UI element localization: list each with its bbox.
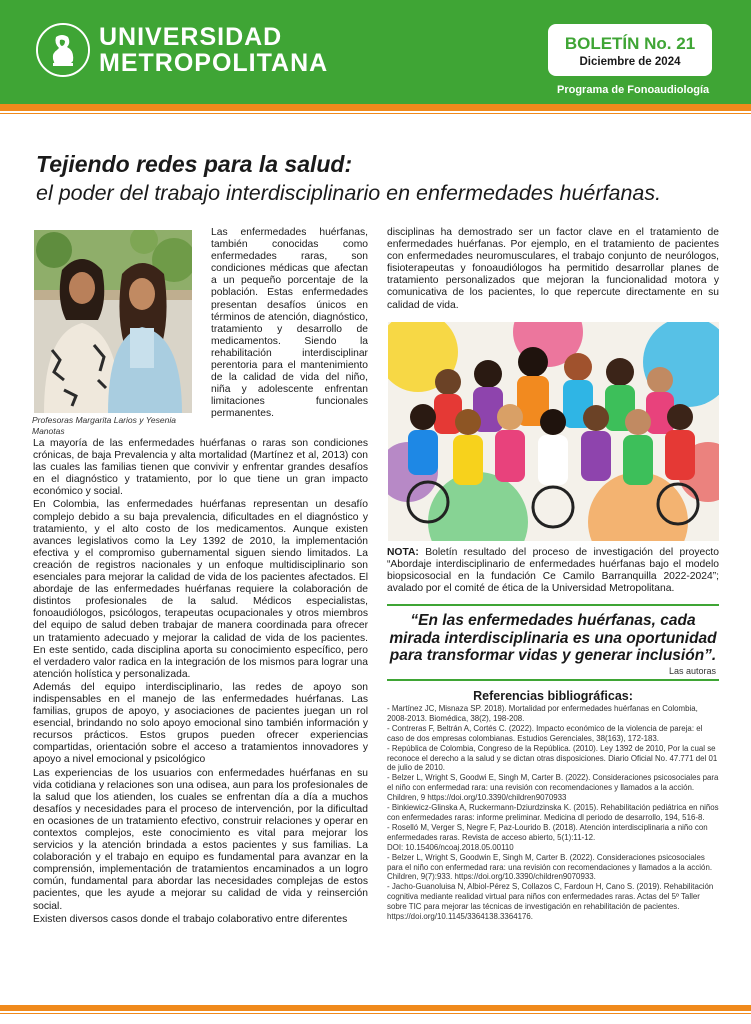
- reference-item: - Belzer L, Wright S, Goodwi E, Singh M, Carter B. (2022). Consideraciones psicosociales para el niño con enfermedad rara: una revisión con recomendaciones y llamados a la acción. Children, 9 https://doi.org/10.3390/children9070933: [387, 773, 719, 803]
- left-column: [33, 438, 368, 927]
- professors-photo: [34, 230, 192, 413]
- pull-quote: “En las enfermedades huérfanas, cada mirada interdisciplinaria es una oportunidad para transformar vidas y generar inclusión”.: [389, 612, 717, 664]
- footer-divider: [0, 1005, 751, 1011]
- reference-item: DOI: 10.15406/ncoaj.2018.05.00110: [387, 842, 514, 852]
- article-subtitle: el poder del trabajo interdisciplinario en enfermedades huérfanas.: [36, 181, 662, 205]
- reference-item: - Jacho-Guanoluisa N, Albiol-Pérez S, Collazos C, Fardoun H, Cano S. (2019). Rehabilitación cognitiva mediante realidad virtual para niños con enfermedades raras. Actas del 5º Taller sobre TIC para mejorar las técnicas de investigación en rehabilitación de pacientes. https://doi.org/10.1145/3364138.3364176.: [387, 882, 714, 922]
- reference-item: - Roselló M, Verger S, Negre F, Paz-Lourido B. (2018). Atención interdisciplinaria a niño con enfermedades raras. Revista de acceso abierto, 5(1):11-12.: [387, 822, 708, 842]
- bulletin-date: Diciembre de 2024: [579, 56, 681, 68]
- program-name: Programa de Fonoaudiología: [557, 84, 710, 96]
- note-label: NOTA:: [387, 547, 419, 558]
- reference-item: - Binkiewicz-Glinska A, Ruckermann-Dziurdzinska K. (2015). Rehabilitación pediátrica en niños con enfermedades raras: informe preliminar. Medicina dl periodo de desarrollo, 194, 516-8.: [387, 803, 719, 822]
- quote-divider-top: [387, 604, 719, 606]
- references-list: [387, 704, 719, 922]
- paragraph: En Colombia, las enfermedades huérfanas representan un desafío complejo debido a su baja prevalencia, dificultades en el diagnóstico y tratamiento, y el alto costo de los medicamentos. Aunque existen avances legislativos como la Ley 1392 de 2010, la implementación efectiva y el compromiso gubernamental siguen siendo limitados. La creación de registros nacionales y un enfoque multidisciplinario son esenciales para mejorar la calidad de vida de los pacientes afectados. El abordaje de las enfermedades huérfanas requiere la colaboración de distintos profesionales de la salud. Médicos especialistas, fonoaudiólogos, psicólogos, terapeutas ocupacionales y otros miembros del equipo de salud deben trabajar de manera coordinada para ofrecer un tratamiento adecuado y mejorar la calidad de vida de los pacientes. En este sentido, cada disciplina aporta su conocimiento específico, pero el verdadero valor radica en la integración de los mismos para lograr una atención holística y personalizada.: [33, 499, 368, 680]
- footer-divider-thin: [0, 1013, 751, 1014]
- reference-item: - Belzer L, Wright S, Goodwin E, Singh M, Carter B. (2022). Consideraciones psicosociales para el niño con enfermedad rara: una revisión con recomendaciones y llamados a la acción. Children, 9(7):933. https://doi.org/10.3390/children9070933.: [387, 852, 713, 882]
- references-title: Referencias bibliográficas:: [473, 689, 633, 703]
- reference-item: - Contreras F, Beltrán A, Cortés C. (2022). Impacto económico de la violencia de pareja: el caso de dos empresas colombianas. Estudios Gerenciales, 38(163), 172-183.: [387, 723, 703, 743]
- university-name: [99, 24, 328, 76]
- research-note: [387, 547, 719, 595]
- quote-author: Las autoras: [668, 666, 716, 676]
- bulletin-number: BOLETÍN No. 21: [564, 34, 696, 53]
- university-name-line1: UNIVERSIDAD: [99, 23, 283, 51]
- header-divider-thin: [0, 113, 751, 114]
- reference-item: - Martínez JC, Misnaza SP. 2018). Mortalidad por enfermedades huérfanas en Colombia, 2008-2013. Biomédica, 38(2), 198-208.: [387, 704, 698, 723]
- bulletin-badge: [548, 24, 712, 76]
- intro-paragraph: Las enfermedades huérfanas, también conocidas como enfermedades raras, son condiciones médicas que afectan a un pequeño porcentaje de la población. Estas enfermedades presentan desafíos únicos en términos de atención, diagnóstico, tratamiento y desarrollo de medicamentos. Siendo la rehabilitación interdisciplinar perentoria para el mantenimiento de la calidad de vida del niño, niña y adolescente enfrentan limitaciones funcionales permanentes.: [211, 227, 368, 420]
- quote-divider-bottom: [387, 679, 719, 681]
- reference-item: - República de Colombia, Congreso de la República. (2010). Ley 1392 de 2010, Por la cual se reconoce el derecho a la salud y se dictan otras disposiciones. Diario Oficial No. 47.771 del 01 de julio de 2010.: [387, 743, 718, 773]
- note-text: Boletín resultado del proceso de investigación del proyecto “Abordaje interdisciplinario de enfermedades huérfanas bajo el modelo biopsicosocial en la fundación Ce Camilo Barranquilla 2022-2024”; avalado por el comité de ética de la Universidad Metropolitana.: [387, 547, 719, 595]
- header-divider: [0, 104, 751, 111]
- university-logo-icon: [36, 23, 90, 77]
- paragraph: Además del equipo interdisciplinario, las redes de apoyo son indispensables en el manejo de las enfermedades huérfanas. Las familias, grupos de apoyo, y asociaciones de pacientes juegan un rol esencial, brindando no solo apoyo emocional sino también información y recursos prácticos. Estos grupos pueden ofrecer experiencias compartidas, orientación sobre el acceso a tratamientos innovadores y apoyo a nivel emocional y psicológico: [33, 681, 368, 766]
- paragraph: La mayoría de las enfermedades huérfanas o raras son condiciones crónicas, de baja Prevalencia y alta mortalidad (Martínez et al, 2013) con las cuales las familias tienen que convivir y enfrentar grandes desafíos en el diagnóstico y tratamiento, por lo que tiene un gran impacto económico y social.: [33, 438, 368, 498]
- header-banner: [0, 0, 751, 104]
- paragraph: Las experiencias de los usuarios con enfermedades huérfanas en su vida cotidiana y relaciones son una odisea, aun para los profesionales de la salud que los atienden, los cuales se enfrentan día a día a muchos desafíos y necesidades para el proceso de intervención, por la dificultad en ocasiones de un tratamiento efectivo, construir relaciones y operar en contextos complejos, este conocimiento es vital para mejorar los servicios y la atención brindada a estos pacientes y sus familias. La colaboración y el trabajo en equipo es fundamental para avanzar en la comprensión, implementación de tratamientos encaminados a un logro común, fundamental para abordar las necesidades complejas de estos pacientes, que les ayude a mejorar su calidad de vida y reinserción social.: [33, 767, 368, 912]
- university-name-line2: METROPOLITANA: [99, 49, 329, 77]
- diversity-illustration: [388, 322, 719, 541]
- article-title: Tejiendo redes para la salud:: [36, 151, 353, 177]
- paragraph: Existen diversos casos donde el trabajo colaborativo entre diferentes: [33, 913, 348, 925]
- right-column-paragraph: disciplinas ha demostrado ser un factor clave en el tratamiento de enfermedades huérfanas. Por ejemplo, en el tratamiento de pacientes con enfermedades neuromusculares, el trabajo conjunto de neurólogos, fisioterapeutas y fonoaudiólogos ha permitido desarrollar planes de tratamiento personalizados que mejoran la funcionalidad motora y comunicativa de los pacientes, lo que repercute directamente en su calidad de vida.: [387, 227, 719, 311]
- photo-caption: Profesoras Margarita Larios y Yesenia Manotas: [32, 415, 176, 436]
